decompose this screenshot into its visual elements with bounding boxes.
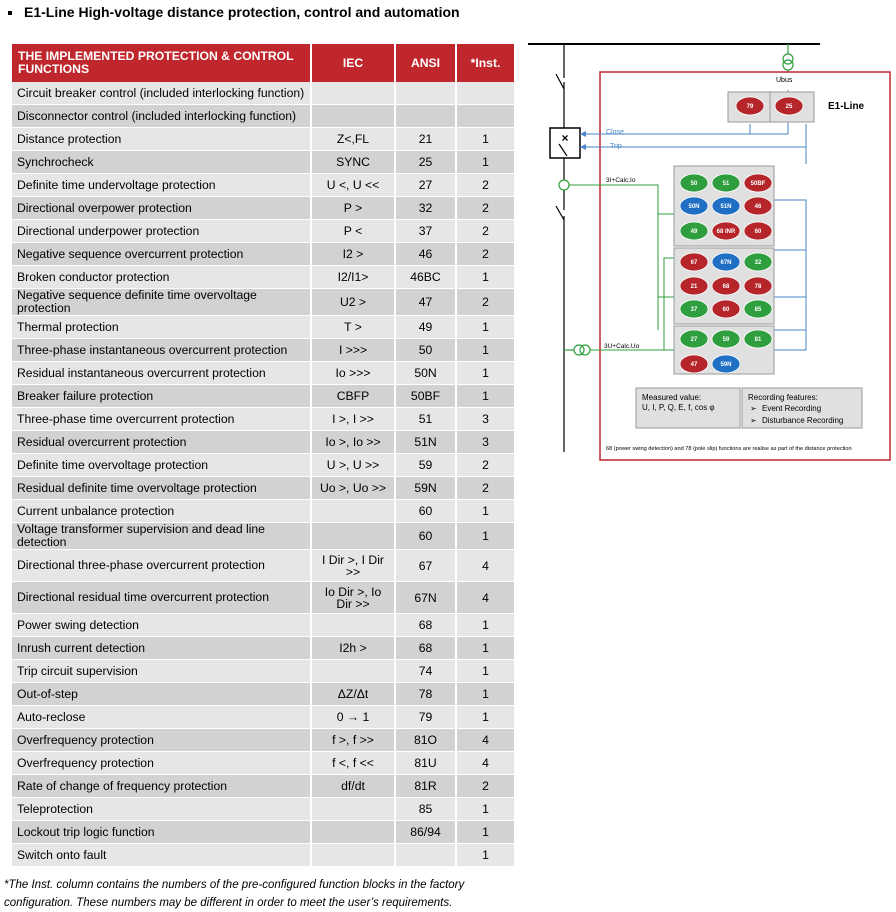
- cell-function: Auto-reclose: [12, 706, 310, 729]
- cell-ansi: 78: [396, 683, 455, 706]
- cell-iec: U <, U <<: [312, 174, 394, 197]
- cell-ansi: 47: [396, 289, 455, 316]
- cell-function: Three-phase instantaneous overcurrent protection: [12, 339, 310, 362]
- cell-iec: I2/I1>: [312, 266, 394, 289]
- cell-inst: 1: [457, 523, 514, 550]
- cell-inst: 1: [457, 339, 514, 362]
- cell-iec: I >>>: [312, 339, 394, 362]
- function-label: 37: [690, 307, 698, 314]
- table-row: [12, 477, 514, 500]
- function-label: 79: [746, 104, 754, 111]
- recording-title: Recording features:: [748, 393, 818, 402]
- cell-inst: 1: [457, 362, 514, 385]
- cell-iec: df/dt: [312, 775, 394, 798]
- cell-function: Residual definite time overvoltage protection: [12, 477, 310, 500]
- function-label: 47: [690, 362, 698, 369]
- cell-inst: 2: [457, 174, 514, 197]
- cell-iec: Io Dir >, Io Dir >>: [312, 582, 394, 614]
- cell-function: Out-of-step: [12, 683, 310, 706]
- cell-function: Breaker failure protection: [12, 385, 310, 408]
- cell-inst: 3: [457, 408, 514, 431]
- cell-ansi: 37: [396, 220, 455, 243]
- cell-function: Synchrocheck: [12, 151, 310, 174]
- cell-ansi: [396, 82, 455, 105]
- cell-function: Voltage transformer supervision and dead line detection: [12, 523, 310, 550]
- cell-inst: 1: [457, 151, 514, 174]
- function-label: 21: [690, 284, 698, 291]
- cell-ansi: 49: [396, 316, 455, 339]
- cell-iec: f <, f <<: [312, 752, 394, 775]
- measured-values: U, I, P, Q, E, f, cos φ: [642, 403, 715, 412]
- table-row: [12, 683, 514, 706]
- cell-ansi: 59: [396, 454, 455, 477]
- function-label: 60: [722, 307, 730, 314]
- cell-function: Teleprotection: [12, 798, 310, 821]
- cell-inst: 2: [457, 289, 514, 316]
- cell-ansi: 51: [396, 408, 455, 431]
- cell-ansi: [396, 844, 455, 867]
- table-row: [12, 706, 514, 729]
- table-row: [12, 339, 514, 362]
- cell-inst: 1: [457, 614, 514, 637]
- cell-function: Rate of change of frequency protection: [12, 775, 310, 798]
- cell-iec: [312, 105, 394, 128]
- table-row: [12, 431, 514, 454]
- cell-ansi: 67: [396, 550, 455, 582]
- cell-inst: 2: [457, 775, 514, 798]
- cell-ansi: 81O: [396, 729, 455, 752]
- cell-ansi: 85: [396, 798, 455, 821]
- cell-iec: Io >, Io >>: [312, 431, 394, 454]
- function-label: 81: [754, 337, 762, 344]
- cell-ansi: 50BF: [396, 385, 455, 408]
- function-label: 50BF: [750, 181, 766, 188]
- cell-iec: [312, 798, 394, 821]
- trip-arrow-icon: [580, 144, 586, 150]
- cell-iec: [312, 660, 394, 683]
- table-row: [12, 821, 514, 844]
- table-row: [12, 151, 514, 174]
- cell-function: Residual overcurrent protection: [12, 431, 310, 454]
- cell-iec: Uo >, Uo >>: [312, 477, 394, 500]
- cell-inst: 4: [457, 550, 514, 582]
- function-label: 67N: [720, 260, 732, 267]
- table-row: [12, 523, 514, 550]
- cell-ansi: 68: [396, 614, 455, 637]
- function-label: 50: [690, 181, 698, 188]
- function-label: 59N: [720, 362, 732, 369]
- cell-ansi: 74: [396, 660, 455, 683]
- function-label: 85: [754, 307, 762, 314]
- recording-arrow-icon-1: ➢: [750, 404, 757, 413]
- cell-ansi: 51N: [396, 431, 455, 454]
- cell-iec: f >, f >>: [312, 729, 394, 752]
- device-label: E1-Line: [828, 101, 865, 112]
- table-row: [12, 729, 514, 752]
- cell-inst: [457, 105, 514, 128]
- cell-ansi: 46: [396, 243, 455, 266]
- cell-function: Inrush current detection: [12, 637, 310, 660]
- function-label: 27: [690, 337, 698, 344]
- function-label: 49: [690, 229, 698, 236]
- cell-function: Overfrequency protection: [12, 752, 310, 775]
- cell-iec: Z<,FL: [312, 128, 394, 151]
- cell-inst: 1: [457, 316, 514, 339]
- table-row: [12, 500, 514, 523]
- cell-function: Trip circuit supervision: [12, 660, 310, 683]
- cell-function: Power swing detection: [12, 614, 310, 637]
- cell-function: Lockout trip logic function: [12, 821, 310, 844]
- cell-iec: U >, U >>: [312, 454, 394, 477]
- breaker-icon: [550, 128, 580, 158]
- cell-iec: [312, 844, 394, 867]
- cell-function: Directional overpower protection: [12, 197, 310, 220]
- table-row: [12, 82, 514, 105]
- cell-function: Directional residual time overcurrent protection: [12, 582, 310, 614]
- diagram-note: 68 (power swing detection) and 78 (pole slip) functions are realise as part of the distance protection: [606, 446, 852, 452]
- cell-ansi: 60: [396, 523, 455, 550]
- function-label: 59: [722, 337, 730, 344]
- cell-inst: 1: [457, 500, 514, 523]
- cell-inst: 1: [457, 266, 514, 289]
- cell-ansi: 25: [396, 151, 455, 174]
- cell-function: Negative sequence overcurrent protection: [12, 243, 310, 266]
- cell-iec: [312, 523, 394, 550]
- cell-function: Current unbalance protection: [12, 500, 310, 523]
- table-row: [12, 243, 514, 266]
- header-ansi: ANSI: [396, 44, 455, 82]
- cell-function: Switch onto fault: [12, 844, 310, 867]
- cell-inst: 2: [457, 454, 514, 477]
- function-label: 50N: [688, 204, 700, 211]
- cell-inst: 1: [457, 821, 514, 844]
- ubus-label: Ubus: [776, 77, 793, 84]
- cell-function: Residual instantaneous overcurrent protection: [12, 362, 310, 385]
- cell-iec: [312, 500, 394, 523]
- cell-iec: T >: [312, 316, 394, 339]
- recording-item-1: Event Recording: [762, 404, 822, 413]
- cell-function: Overfrequency protection: [12, 729, 310, 752]
- single-line-diagram: [524, 34, 894, 464]
- cell-inst: 4: [457, 752, 514, 775]
- table-row: [12, 660, 514, 683]
- cell-ansi: 81R: [396, 775, 455, 798]
- cell-ansi: 50N: [396, 362, 455, 385]
- cell-ansi: 68: [396, 637, 455, 660]
- table-row: [12, 197, 514, 220]
- table-row: [12, 385, 514, 408]
- table-row: [12, 220, 514, 243]
- cell-iec: I2 >: [312, 243, 394, 266]
- table-row: [12, 266, 514, 289]
- header-iec: IEC: [312, 44, 394, 82]
- cell-inst: [457, 82, 514, 105]
- cell-function: Thermal protection: [12, 316, 310, 339]
- cell-inst: 2: [457, 477, 514, 500]
- cell-iec: [312, 614, 394, 637]
- breaker-symbol: ×: [561, 131, 569, 145]
- function-label: 68: [722, 284, 730, 291]
- bullet-icon: [8, 11, 12, 15]
- table-row: [12, 775, 514, 798]
- table-row: [12, 174, 514, 197]
- cell-function: Directional underpower protection: [12, 220, 310, 243]
- header-inst: *Inst.: [457, 44, 514, 82]
- cell-iec: Io >>>: [312, 362, 394, 385]
- cell-inst: 1: [457, 844, 514, 867]
- cell-inst: 4: [457, 582, 514, 614]
- voltage-transformer-icon: [564, 345, 590, 355]
- cell-ansi: 79: [396, 706, 455, 729]
- function-label: 51N: [720, 204, 732, 211]
- table-row: [12, 128, 514, 151]
- disconnector-bottom-icon: [556, 206, 564, 220]
- cell-iec: 0 → 1: [312, 706, 394, 729]
- cell-ansi: 50: [396, 339, 455, 362]
- cell-inst: 3: [457, 431, 514, 454]
- cell-inst: 2: [457, 243, 514, 266]
- cell-function: Disconnector control (included interlocking function): [12, 105, 310, 128]
- cell-inst: 2: [457, 197, 514, 220]
- functions-table: [10, 44, 516, 867]
- cell-inst: 1: [457, 385, 514, 408]
- table-row: [12, 362, 514, 385]
- table-row: [12, 614, 514, 637]
- cell-iec: P <: [312, 220, 394, 243]
- table-row: [12, 798, 514, 821]
- cell-iec: SYNC: [312, 151, 394, 174]
- cell-iec: I Dir >, I Dir >>: [312, 550, 394, 582]
- cell-ansi: 81U: [396, 752, 455, 775]
- cell-iec: CBFP: [312, 385, 394, 408]
- table-row: [12, 454, 514, 477]
- cell-iec: U2 >: [312, 289, 394, 316]
- function-label: 60: [754, 229, 762, 236]
- cell-inst: 1: [457, 798, 514, 821]
- cell-function: Definite time undervoltage protection: [12, 174, 310, 197]
- cell-function: Distance protection: [12, 128, 310, 151]
- table-row: [12, 105, 514, 128]
- cell-ansi: 21: [396, 128, 455, 151]
- cell-ansi: 32: [396, 197, 455, 220]
- cell-ansi: [396, 105, 455, 128]
- close-label: Close: [606, 129, 624, 136]
- cell-ansi: 86/94: [396, 821, 455, 844]
- current-input-label: 3I+Calc.Io: [606, 177, 636, 184]
- table-row: [12, 550, 514, 582]
- function-label: 67: [690, 260, 698, 267]
- function-label: 68 INR: [716, 229, 736, 236]
- table-row: [12, 637, 514, 660]
- recording-arrow-icon-2: ➢: [750, 416, 757, 425]
- cell-ansi: 60: [396, 500, 455, 523]
- table-header-row: [12, 44, 514, 82]
- table-row: [12, 316, 514, 339]
- cell-inst: 4: [457, 729, 514, 752]
- cell-inst: 1: [457, 683, 514, 706]
- cell-function: Broken conductor protection: [12, 266, 310, 289]
- cell-iec: P >: [312, 197, 394, 220]
- table-body: [12, 82, 514, 867]
- measured-title: Measured value:: [642, 393, 702, 402]
- table-row: [12, 752, 514, 775]
- close-arrow-icon: [580, 131, 586, 137]
- table-row: [12, 844, 514, 867]
- cell-function: Negative sequence definite time overvoltage protection: [12, 289, 310, 316]
- cell-function: Three-phase time overcurrent protection: [12, 408, 310, 431]
- table-row: [12, 408, 514, 431]
- function-label: 78: [754, 284, 762, 291]
- cell-ansi: 67N: [396, 582, 455, 614]
- function-label: 51: [722, 181, 730, 188]
- cell-ansi: 46BC: [396, 266, 455, 289]
- trip-label: Trip: [610, 143, 622, 150]
- cell-function: Directional three-phase overcurrent protection: [12, 550, 310, 582]
- function-label: 32: [754, 260, 762, 267]
- cell-iec: [312, 82, 394, 105]
- voltage-input-label: 3U+Calc.Uo: [604, 343, 640, 350]
- page-heading-text: E1-Line High-voltage distance protection, control and automation: [24, 4, 460, 20]
- cell-inst: 1: [457, 706, 514, 729]
- footnote: *The Inst. column contains the numbers of the pre-configured function blocks in the factory configuration. These numbers may be different in order to meet the user’s requirements.: [4, 879, 465, 909]
- cell-inst: 2: [457, 220, 514, 243]
- cell-ansi: 27: [396, 174, 455, 197]
- disconnector-top-icon: [556, 74, 564, 89]
- page-heading: [8, 4, 460, 20]
- table-row: [12, 582, 514, 614]
- current-transformer-icon: [559, 180, 569, 190]
- cell-iec: ΔZ/Δt: [312, 683, 394, 706]
- table-row: [12, 289, 514, 316]
- cell-iec: I2h >: [312, 637, 394, 660]
- cell-inst: 1: [457, 660, 514, 683]
- cell-function: Circuit breaker control (included interlocking function): [12, 82, 310, 105]
- recording-item-2: Disturbance Recording: [762, 416, 844, 425]
- header-function: THE IMPLEMENTED PROTECTION & CONTROL FUNCTIONS: [12, 44, 310, 82]
- function-label: 25: [785, 104, 793, 111]
- cell-function: Definite time overvoltage protection: [12, 454, 310, 477]
- cell-ansi: 59N: [396, 477, 455, 500]
- function-label: 46: [754, 204, 762, 211]
- cell-iec: [312, 821, 394, 844]
- cell-inst: 1: [457, 128, 514, 151]
- cell-iec: I >, I >>: [312, 408, 394, 431]
- cell-inst: 1: [457, 637, 514, 660]
